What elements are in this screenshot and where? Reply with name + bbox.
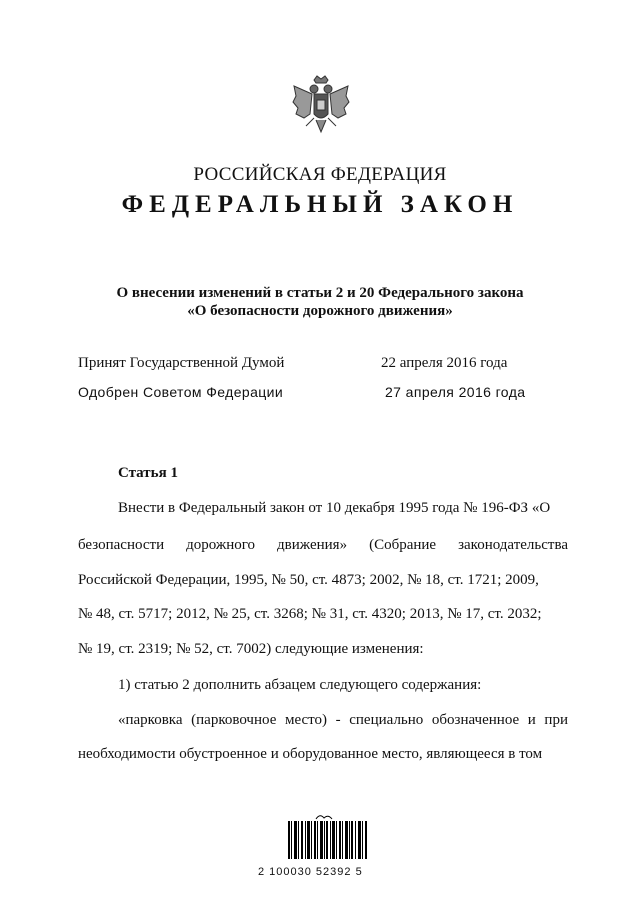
country-heading: РОССИЙСКАЯ ФЕДЕРАЦИЯ bbox=[193, 164, 447, 185]
duma-adoption-label: Принят Государственной Думой bbox=[78, 355, 285, 371]
article-line: № 19, ст. 2319; № 52, ст. 7002) следующие изменения: bbox=[78, 641, 424, 657]
coat-of-arms-emblem bbox=[290, 74, 352, 146]
article-line: необходимости обустроенное и оборудованное место, являющееся в том bbox=[78, 746, 543, 762]
article-title: Статья 1 bbox=[118, 465, 178, 481]
subject-line-2: «О безопасности дорожного движения» bbox=[187, 303, 453, 319]
article-line: «парковка (парковочное место) - специально обозначенное и при bbox=[118, 712, 568, 728]
article-line: безопасности дорожного движения» (Собрание законодательства bbox=[78, 537, 568, 553]
article-line: Российской Федерации, 1995, № 50, ст. 4873; 2002, № 18, ст. 1721; 2009, bbox=[78, 572, 539, 588]
council-approval-date: 27 апреля 2016 года bbox=[385, 384, 526, 400]
barcode bbox=[288, 813, 368, 863]
duma-adoption-date: 22 апреля 2016 года bbox=[381, 355, 508, 371]
document-type-title: ФЕДЕРАЛЬНЫЙ ЗАКОН bbox=[121, 191, 519, 218]
subject-line-1: О внесении изменений в статьи 2 и 20 Федерального закона bbox=[116, 285, 524, 301]
article-line: № 48, ст. 5717; 2012, № 25, ст. 3268; № 31, ст. 4320; 2013, № 17, ст. 2032; bbox=[78, 606, 542, 622]
barcode-number: 2 100030 52392 5 bbox=[258, 866, 363, 878]
article-line: 1) статью 2 дополнить абзацем следующего содержания: bbox=[118, 677, 482, 693]
article-line: Внести в Федеральный закон от 10 декабря 1995 года № 196-ФЗ «О bbox=[118, 500, 551, 516]
council-approval-label: Одобрен Советом Федерации bbox=[78, 384, 284, 400]
